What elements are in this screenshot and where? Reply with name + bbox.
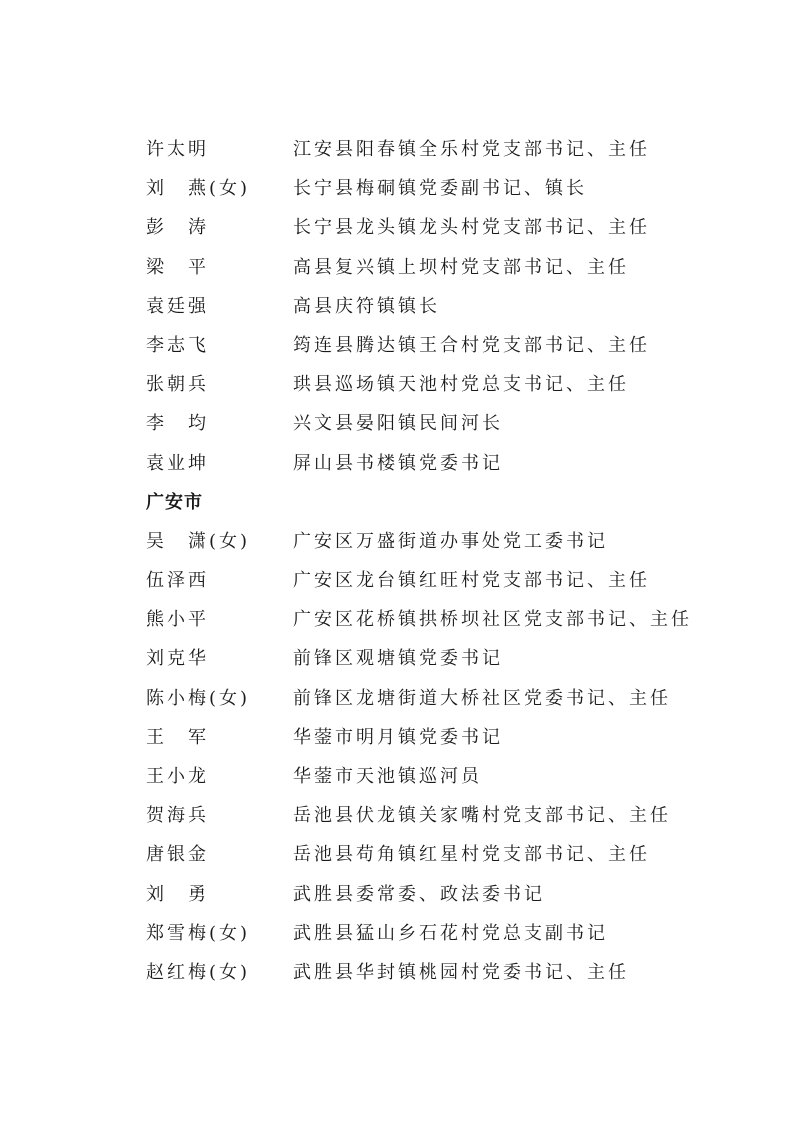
person-position: 长宁县龙头镇龙头村党支部书记、主任	[293, 217, 650, 239]
person-name: 赵红梅(女)	[146, 961, 251, 983]
list-item	[146, 796, 746, 835]
person-name: 王 军	[146, 726, 209, 748]
person-position: 武胜县猛山乡石花村党总支副书记	[293, 922, 608, 944]
list-item	[146, 522, 746, 561]
list-item	[146, 679, 746, 718]
person-position: 岳池县苟角镇红星村党支部书记、主任	[293, 844, 650, 866]
person-position: 岳池县伏龙镇关家嘴村党支部书记、主任	[293, 805, 671, 827]
person-position: 长宁县梅硐镇党委副书记、镇长	[293, 178, 587, 200]
person-name: 陈小梅(女)	[146, 687, 251, 709]
person-name: 彭 涛	[146, 217, 209, 239]
list-item	[146, 600, 746, 639]
list-item	[146, 835, 746, 874]
person-position: 高县庆符镇镇长	[293, 295, 440, 317]
person-position: 珙县巡场镇天池村党总支书记、主任	[293, 374, 629, 396]
person-name: 伍泽西	[146, 570, 209, 592]
person-position: 华蓥市天池镇巡河员	[293, 766, 482, 787]
list-item	[146, 326, 746, 365]
person-name: 刘 勇	[146, 883, 209, 905]
list-item	[146, 914, 746, 953]
person-name: 袁业坤	[146, 452, 209, 474]
list-item	[146, 365, 746, 404]
person-name: 吴 潇(女)	[146, 530, 251, 552]
list-item	[146, 757, 746, 796]
person-name: 熊小平	[146, 609, 209, 631]
list-item	[146, 953, 746, 992]
person-name: 张朝兵	[146, 374, 209, 396]
person-position: 高县复兴镇上坝村党支部书记、主任	[293, 256, 629, 278]
person-position: 广安区龙台镇红旺村党支部书记、主任	[293, 570, 650, 592]
person-position: 兴文县晏阳镇民间河长	[293, 413, 503, 435]
person-position: 武胜县委常委、政法委书记	[293, 883, 545, 905]
person-name: 王小龙	[146, 766, 209, 787]
person-position: 武胜县华封镇桃园村党委书记、主任	[293, 961, 629, 983]
person-name: 刘 燕(女)	[146, 178, 251, 200]
list-item	[146, 130, 746, 169]
person-position: 屏山县书楼镇党委书记	[293, 452, 503, 474]
person-name: 李 均	[146, 413, 209, 435]
person-name: 刘克华	[146, 648, 209, 670]
person-position: 江安县阳春镇全乐村党支部书记、主任	[293, 139, 650, 160]
person-name: 贺海兵	[146, 805, 209, 827]
person-name: 许太明	[146, 139, 209, 160]
list-item	[146, 875, 746, 914]
section-heading: 广安市	[146, 491, 203, 513]
honoree-list	[146, 130, 746, 992]
person-position: 前锋区龙塘街道大桥社区党委书记、主任	[293, 687, 671, 709]
person-position: 广安区花桥镇拱桥坝社区党支部书记、主任	[293, 609, 692, 631]
list-item	[146, 169, 746, 208]
list-item	[146, 208, 746, 247]
list-item	[146, 718, 746, 757]
person-position: 华蓥市明月镇党委书记	[293, 726, 503, 748]
person-name: 梁 平	[146, 256, 209, 278]
list-item	[146, 248, 746, 287]
person-position: 广安区万盛街道办事处党工委书记	[293, 530, 608, 552]
list-item	[146, 444, 746, 483]
list-item	[146, 287, 746, 326]
list-item	[146, 561, 746, 600]
list-item	[146, 404, 746, 443]
person-position: 前锋区观塘镇党委书记	[293, 648, 503, 670]
list-item	[146, 639, 746, 678]
person-name: 郑雪梅(女)	[146, 922, 251, 944]
person-name: 唐银金	[146, 844, 209, 866]
person-position: 筠连县腾达镇王合村党支部书记、主任	[293, 334, 650, 356]
person-name: 袁廷强	[146, 295, 209, 317]
person-name: 李志飞	[146, 334, 209, 356]
